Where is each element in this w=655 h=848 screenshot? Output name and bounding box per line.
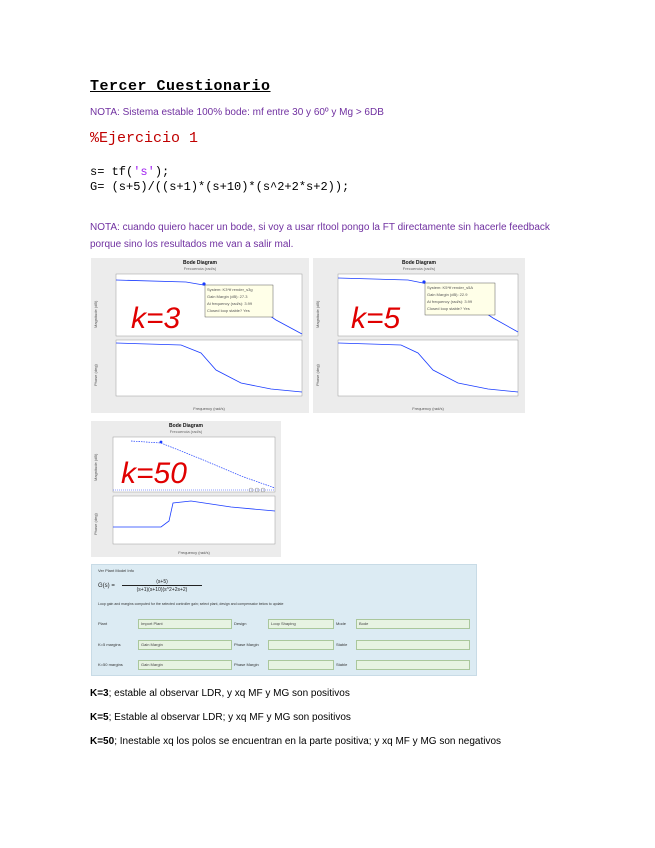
code-line-2: G= (s+5)/((s+1)*(s+10)*(s^2+2*s+2)); — [90, 180, 350, 194]
design-select[interactable]: Loop Shaping — [268, 619, 334, 629]
answer-text: ; estable al observar LDR, y xq MF y MG son positivos — [108, 688, 350, 699]
bode-plot-svg — [91, 421, 281, 557]
row-label: Plant — [98, 621, 108, 626]
handwritten-k-label: k=3 — [131, 302, 181, 335]
stable-field[interactable] — [356, 660, 470, 670]
panel-header: Ver Plant Model Info — [98, 568, 135, 573]
row-label: Phase Margin — [234, 642, 259, 647]
answer-k5 — [90, 712, 351, 723]
bode-plot-svg — [313, 258, 525, 413]
phase-margin-field[interactable] — [268, 660, 334, 670]
plot-title: Bode Diagram — [402, 260, 436, 266]
xlabel: Frequency (rad/s) — [193, 406, 225, 411]
row-label: Phase Margin — [234, 662, 259, 667]
datatip-line: System: K3*tf render_s3g — [207, 287, 253, 292]
plot-subtitle: Frecuencia (rad/s) — [169, 429, 203, 434]
ylabel-phase: Phase (deg) — [315, 364, 320, 386]
answer-k50 — [90, 736, 501, 747]
row-label: Stable — [336, 642, 348, 647]
answer-k-value: K=5 — [90, 712, 109, 723]
xlabel: Frequency (rad/s) — [412, 406, 444, 411]
panel-info-line: Loop gain and margins computed for the selected controller gain; select plant, design and compensator below to update — [98, 602, 284, 606]
bode-figure-k3 — [91, 258, 309, 413]
handwritten-k-label: k=5 — [351, 302, 401, 335]
bode-figure-k50 — [91, 421, 281, 557]
bode-plot-svg — [91, 258, 309, 413]
note-stability-criteria: NOTA: Sistema estable 100% bode: mf entre 30 y 60º y Mg > 6DB — [90, 107, 384, 118]
controller-panel — [91, 564, 477, 676]
ylabel-phase: Phase (deg) — [93, 364, 98, 386]
handwritten-k-label: k=50 — [121, 457, 187, 490]
datatip-line: Closed loop stable? Yes — [207, 308, 250, 313]
row-label: Mode — [336, 621, 347, 626]
document-title: Tercer Cuestionario — [90, 78, 271, 95]
phase-axes — [113, 496, 275, 544]
code-text: s= tf( — [90, 165, 134, 179]
code-string: 's' — [133, 165, 155, 179]
ylabel-magnitude: Magnitude (dB) — [315, 300, 320, 328]
bode-figure-k5 — [313, 258, 525, 413]
plot-subtitle: Frecuencia (rad/s) — [402, 266, 436, 271]
answer-text: ; Estable al observar LDR; y xq MF y MG son positivos — [108, 712, 351, 723]
row-label: Stable — [336, 662, 348, 667]
margin-marker — [160, 441, 163, 444]
answer-k3 — [90, 688, 350, 699]
panel-row — [98, 660, 470, 671]
note-rltool: NOTA: cuando quiero hacer un bode, si voy a usar rltool pongo la FT directamente sin hacerle feedback porque sino los resultados me van a salir mal. — [90, 222, 550, 250]
gain-margin-field[interactable]: Gain Margin — [138, 640, 232, 650]
phase-margin-field[interactable] — [268, 640, 334, 650]
panel-row — [98, 640, 470, 651]
panel-row — [98, 619, 470, 630]
xlabel: Frequency (rad/s) — [178, 550, 210, 555]
datatip-line: System: K5*tf render_s5A — [427, 285, 474, 290]
answer-k-value: K=50 — [90, 736, 115, 747]
gain-margin-field[interactable]: Gain Margin — [138, 660, 232, 670]
code-line-1 — [90, 165, 169, 179]
datatip-line: Gain Margin (dB): 27.3 — [207, 294, 248, 299]
plot-subtitle: Frecuencia (rad/s) — [183, 266, 217, 271]
datatip-line: Closed loop stable? Yes — [427, 306, 470, 311]
phase-axes — [116, 340, 302, 396]
ylabel-magnitude: Magnitude (dB) — [93, 453, 98, 481]
tf-label: G(s) = — [98, 583, 115, 589]
mode-select[interactable]: Bode — [356, 619, 470, 629]
datatip-line: At frequency (rad/s): 3.99 — [427, 299, 473, 304]
answer-text: ; Inestable xq los polos se encuentran en la parte positiva; y xq MF y MG son negativos — [114, 736, 502, 747]
exercise-heading: %Ejercicio 1 — [90, 130, 199, 147]
phase-axes — [338, 340, 518, 396]
ylabel-magnitude: Magnitude (dB) — [93, 300, 98, 328]
ylabel-phase: Phase (deg) — [93, 513, 98, 535]
datatip-line: Gain Margin (dB): 22.9 — [427, 292, 468, 297]
row-label: K=50 margins — [98, 662, 123, 667]
row-label: K=5 margins — [98, 642, 121, 647]
tf-numerator: (s+5) — [122, 579, 202, 586]
plant-select[interactable]: Import Plant — [138, 619, 232, 629]
row-label: Design — [234, 621, 247, 626]
datatip-line: At frequency (rad/s): 3.99 — [207, 301, 253, 306]
answer-k-value: K=3 — [90, 688, 109, 699]
plot-title: Bode Diagram — [183, 260, 217, 266]
tf-denominator: (s+1)(s+10)(s^2+2s+2) — [136, 587, 188, 593]
code-text: ); — [154, 165, 170, 179]
stable-field[interactable] — [356, 640, 470, 650]
plot-title: Bode Diagram — [169, 423, 203, 429]
